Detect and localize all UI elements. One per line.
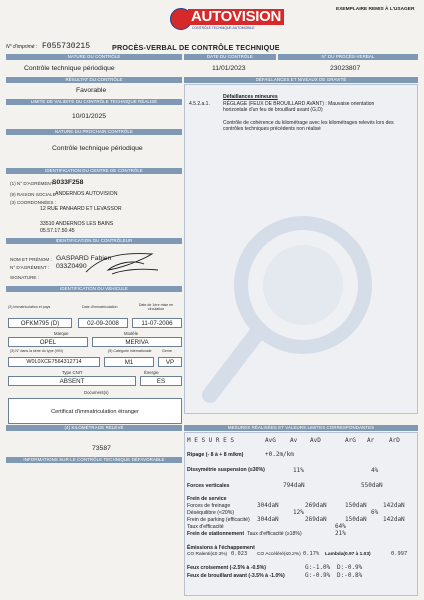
deseq-av: 12% bbox=[293, 509, 304, 516]
type-value: ABSENT bbox=[8, 376, 136, 386]
forces-v-av: 794daN bbox=[283, 482, 305, 489]
energy-value: ES bbox=[140, 376, 182, 386]
genre-label: Genre bbox=[162, 349, 172, 353]
taux-stat-label: Taux d'efficacité (≥18%) bbox=[247, 531, 302, 537]
doc-label: Document(s) bbox=[84, 390, 109, 395]
feux-crois-label: Feux croisement (-2.5% à -0.5%) bbox=[187, 565, 266, 571]
controller-agreement-value: 033Z0490 bbox=[56, 263, 87, 270]
date2-value: 11-07-2006 bbox=[132, 318, 182, 328]
center-company-value: ANDERNOS AUTOVISION bbox=[55, 191, 118, 197]
controller-agreement-label: N° D'AGRÉMENT : bbox=[10, 265, 50, 270]
feux-brouil-label: Feux de brouillard avant (-3.5% à -1.0%) bbox=[187, 573, 285, 579]
center-agreement-value: S033F258 bbox=[52, 179, 84, 186]
controller-signature-label: SIGNATURE : bbox=[10, 275, 40, 280]
copy-label: EXEMPLAIRE REMIS À L'USAGER bbox=[336, 7, 415, 12]
fp-avd: 269daN bbox=[305, 516, 327, 523]
dissym-av: 11% bbox=[293, 467, 304, 474]
brand-logo bbox=[170, 6, 282, 32]
km-value: 73587 bbox=[92, 445, 111, 452]
controller-name-label: NOM ET PRÉNOM : bbox=[10, 257, 52, 262]
dissym-label: Dissymétrie suspension (≤30%) bbox=[187, 467, 265, 473]
lambda-label: Lambda(0.97 à 1.03) bbox=[325, 552, 371, 557]
model-label: Modèle bbox=[124, 331, 139, 336]
co-acc-value: 0.17% bbox=[303, 551, 320, 557]
validity-value: 10/01/2025 bbox=[72, 113, 107, 120]
lambda-value: 0.997 bbox=[391, 551, 408, 557]
defect-code: 4.5.2.a.1. bbox=[189, 101, 210, 107]
ripage-label: Ripage (- 8 à + 8 m/km) bbox=[187, 452, 244, 458]
forces-frein-label: Forces de freinage bbox=[187, 503, 231, 509]
defects-panel bbox=[184, 84, 418, 414]
vin-label: (3) N° dans la série du type (VIN) bbox=[10, 349, 63, 353]
unfavorable-info-band: INFORMATIONS SUR LE CONTRÔLE TECHNIQUE DÉFAVORABLE bbox=[6, 457, 182, 463]
nature-value: Contrôle technique périodique bbox=[24, 65, 115, 72]
ff-avg: 304daN bbox=[257, 502, 279, 509]
taux-stat-value: 21% bbox=[335, 530, 346, 537]
date-band: DATE DU CONTRÔLE bbox=[184, 54, 276, 60]
result-band: RÉSULTAT DU CONTRÔLE bbox=[6, 77, 182, 83]
feux-brouil-d: D:-0.8% bbox=[337, 572, 363, 579]
feux-crois-g: G:-1.0% bbox=[305, 564, 331, 571]
brand-subtitle: CONTRÔLE TECHNIQUE AUTOMOBILE bbox=[192, 26, 255, 30]
validity-band: LIMITE DE VALIDITÉ DU CONTRÔLE TECHNIQUE RÉALISÉ bbox=[6, 99, 182, 105]
controller-band: IDENTIFICATION DU CONTRÔLEUR bbox=[6, 238, 182, 244]
col-avg: AvG bbox=[265, 437, 276, 444]
ff-arg: 150daN bbox=[345, 502, 367, 509]
taux-eff-label: Taux d'efficacité bbox=[187, 524, 224, 530]
center-city: 33510 ANDERNOS LES BAINS bbox=[40, 221, 114, 227]
km-band: (4) KILOMÉTRAGE RELEVÉ bbox=[6, 425, 182, 431]
genre-value: VP bbox=[158, 357, 182, 367]
brand-name: AUTOVISION bbox=[188, 9, 284, 25]
document-title: PROCÈS-VERBAL DE CONTRÔLE TECHNIQUE bbox=[112, 43, 280, 52]
co-acc-label: CO Accéléré(≤0.2%) bbox=[257, 552, 301, 557]
date-value: 11/01/2023 bbox=[212, 65, 246, 72]
deseq-ar: 6% bbox=[371, 509, 379, 516]
controller-signature-mark bbox=[82, 248, 162, 278]
watermark-magnifier-icon bbox=[185, 85, 418, 414]
next-control-band: NATURE DU PROCHAIN CONTRÔLE bbox=[6, 129, 182, 135]
col-av: Av bbox=[290, 437, 298, 444]
defect-item-1: RÉGLAGE (FEUX DE BROUILLARD AVANT) : Mauvaise orientation horizontale d'un feu de brouillard avant (G,D) bbox=[223, 101, 375, 113]
forces-v-label: Forces verticales bbox=[187, 483, 230, 489]
defect-item-2: Contrôle de cohérence du kilométrage avec les kilométrages relevés lors des contrôles techniques précédents non réalisé bbox=[223, 120, 394, 132]
cat-label: (5) Catégorie internationale bbox=[108, 349, 152, 353]
reg-label: (2) Immatriculation et pays bbox=[8, 305, 51, 309]
feux-crois-d: D:-0.9% bbox=[337, 564, 363, 571]
type-label: Type CNIT bbox=[62, 370, 83, 375]
frein-stat-label: Frein de stationnement bbox=[187, 531, 245, 537]
measures-title: M E S U R E S bbox=[187, 437, 234, 444]
fp-ard: 142daN bbox=[383, 516, 405, 523]
nature-band: NATURE DU CONTRÔLE bbox=[6, 54, 182, 60]
date2-label: Date de 1ère mise en circulation bbox=[138, 303, 174, 311]
reg-value: OFKM795 (D) bbox=[8, 318, 72, 328]
co-ralenti-label: CO Ralenti(≤0.3%) bbox=[187, 552, 228, 557]
date1-value: 02-09-2008 bbox=[78, 318, 128, 328]
brand-value: OPEL bbox=[8, 337, 88, 347]
vin-value: W0L0XCE7564312714 bbox=[8, 357, 100, 367]
brand-label: Marque bbox=[54, 331, 69, 336]
date1-label: Date d'immatriculation bbox=[82, 305, 118, 309]
measures-band: MESURES RÉALISÉES ET VALEURS LIMITES CORRESPONDANTES bbox=[184, 425, 418, 431]
center-band: IDENTIFICATION DU CENTRE DE CONTRÔLE bbox=[6, 168, 182, 174]
center-coords-label: (3) COORDONNÉES : bbox=[10, 200, 56, 205]
col-ar: Ar bbox=[367, 437, 375, 444]
result-value: Favorable bbox=[76, 87, 107, 94]
defects-heading: Défaillances mineures bbox=[223, 94, 278, 100]
col-avd: AvD bbox=[310, 437, 321, 444]
taux-eff-value: 64% bbox=[335, 523, 346, 530]
center-phone: 05.57.17.50.45 bbox=[40, 228, 75, 234]
fp-arg: 150daN bbox=[345, 516, 367, 523]
center-company-label: (9) RAISON SOCIALE : bbox=[10, 192, 59, 197]
frein-service-label: Frein de service bbox=[187, 496, 227, 502]
cat-value: M1 bbox=[104, 357, 154, 367]
emissions-label: Émissions à l'échappement bbox=[187, 545, 255, 551]
controller-name-value: GASPARD Fabien bbox=[56, 255, 112, 262]
frein-parking-label: Frein de parking (efficacité) bbox=[187, 517, 250, 523]
ff-avd: 269daN bbox=[305, 502, 327, 509]
feux-brouil-g: G:-0.9% bbox=[305, 572, 331, 579]
energy-label: Énergie bbox=[144, 370, 159, 375]
print-number: F055730215 bbox=[42, 42, 91, 51]
fp-avg: 304daN bbox=[257, 516, 279, 523]
ripage-value: +0.2m/km bbox=[265, 451, 294, 458]
dissym-ar: 4% bbox=[371, 467, 379, 474]
defects-band: DÉFAILLANCES ET NIVEAUX DE GRAVITÉ bbox=[184, 77, 418, 83]
center-agreement-label: (1) N° D'AGRÉMENT : bbox=[10, 181, 57, 186]
next-control-value: Contrôle technique périodique bbox=[52, 145, 143, 152]
model-value: MERIVA bbox=[92, 337, 182, 347]
pv-value: 23023807 bbox=[330, 65, 361, 72]
measures-panel bbox=[184, 432, 418, 596]
ff-ard: 142daN bbox=[383, 502, 405, 509]
col-arg: ArG bbox=[345, 437, 356, 444]
forces-v-ar: 550daN bbox=[361, 482, 383, 489]
print-label: N° d'imprimé : bbox=[6, 44, 38, 50]
vehicle-band: IDENTIFICATION DU VÉHICULE bbox=[6, 286, 182, 292]
center-address: 12 RUE PANHARD ET LEVASSOR bbox=[40, 206, 122, 212]
co-ralenti-value: 0.023 bbox=[231, 551, 248, 557]
doc-value: Certificat d'immatriculation étranger bbox=[8, 398, 182, 424]
pv-band: N° DU PROCÈS-VERBAL bbox=[278, 54, 418, 60]
col-ard: ArD bbox=[389, 437, 400, 444]
desequilibre-label: Déséquilibre (<20%) bbox=[187, 510, 235, 516]
